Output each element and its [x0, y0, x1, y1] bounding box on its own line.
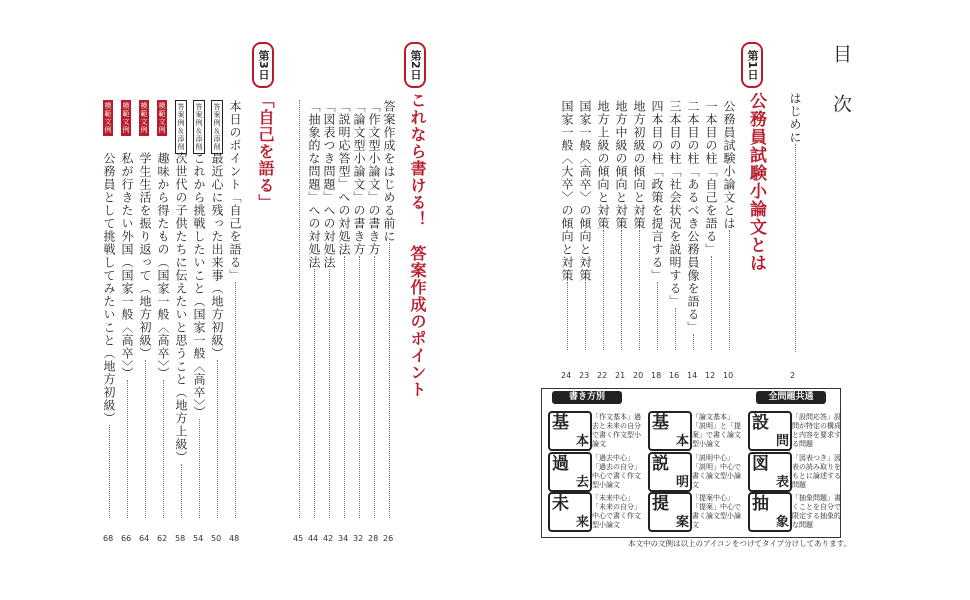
page-title: 目 次: [830, 44, 852, 119]
toc-entry-label: 国家一般〈高卒〉の傾向と対策: [578, 100, 592, 282]
toc-entry-label: これから挑戦したいこと（国家一般〈高卒〉）: [192, 152, 206, 419]
type-icon-description: 「図表つき」図表の読み取りをもとに論述する問題: [792, 454, 841, 489]
toc-entry-page: 68: [103, 534, 114, 543]
leader: [126, 380, 128, 518]
toc-entry-page: 12: [705, 371, 716, 380]
toc-entry-page: 64: [139, 534, 150, 543]
leader: [566, 282, 568, 350]
type-icon: [748, 411, 792, 451]
toc-entry-page: 14: [687, 371, 698, 380]
type-icon: [748, 452, 792, 492]
type-icon: [548, 452, 592, 492]
type-icon-char2: 明: [675, 475, 689, 490]
type-icon-description: 「未来中心」「未来の自分」中心で書く作文型小論文: [592, 494, 641, 529]
toc-entry-page: 62: [157, 534, 168, 543]
entry-tag: 模範文例: [158, 102, 166, 134]
toc-entry-page: 45: [293, 534, 304, 543]
toc-entry-label: 地方上級の傾向と対策: [596, 100, 610, 230]
toc-entry-page: 50: [211, 534, 222, 543]
toc-entry-label: 一本目の柱「自己を語る」: [704, 100, 718, 256]
leader: [728, 230, 730, 350]
type-icon-description: 「抽象問題」書くことを自分で限定する抽象的な問題: [792, 494, 841, 529]
day2-badge: 第2日: [404, 42, 426, 88]
intro-page: 2: [790, 371, 796, 380]
legend-group-common: 全問題共通: [756, 391, 826, 404]
toc-entry-page: 58: [175, 534, 186, 543]
entry-tag: 模範文例: [122, 102, 130, 134]
type-icon-char1: 基: [652, 413, 669, 433]
leader: [234, 282, 236, 518]
type-icon: [648, 492, 692, 532]
type-icon-char1: 設: [752, 413, 769, 433]
toc-entry-label: 二本目の柱「あるべき公務員像を語る」: [686, 100, 700, 334]
toc-entry[interactable]: [367, 100, 380, 530]
toc-entry[interactable]: [210, 152, 223, 530]
toc-entry-label: 国家一般〈大卒〉の傾向と対策: [560, 100, 574, 282]
type-icon-char1: 基: [552, 413, 569, 433]
toc-entry-label: 「図表つき問題」への対処法: [322, 100, 336, 269]
leader: [620, 230, 622, 350]
intro-entry: [788, 92, 801, 364]
leader: [144, 360, 146, 518]
chapter1-title: 公務員試験小論文とは: [746, 92, 766, 272]
leader: [216, 360, 218, 518]
leader: [373, 256, 375, 518]
toc-entry[interactable]: [138, 152, 151, 530]
day3-badge: 第3日: [252, 42, 274, 88]
toc-entry-page: 26: [383, 534, 394, 543]
toc-entry[interactable]: [228, 100, 241, 530]
type-icon-char2: 本: [675, 434, 689, 449]
type-icon-description: 「説明中心」「説明」中心で書く論文型小論文: [692, 454, 741, 489]
toc-entry[interactable]: [382, 100, 395, 530]
toc-entry[interactable]: [614, 100, 627, 362]
toc-entry-label: 「抽象的な問題」への対処法: [307, 100, 321, 269]
type-icon-char2: 象: [775, 515, 789, 530]
toc-entry[interactable]: [292, 100, 305, 530]
toc-entry-page: 44: [308, 534, 319, 543]
toc-entry-page: 24: [561, 371, 572, 380]
type-icon-description: 「過去中心」「過去の自分」中心で書く作文型小論文: [592, 454, 641, 489]
toc-entry[interactable]: [686, 100, 699, 362]
legend-footnote: 本文中の文例は以上のアイコンをつけてタイプ分けしてあります。: [628, 539, 852, 548]
toc-entry[interactable]: [322, 100, 335, 530]
intro-label: はじめに: [788, 92, 802, 144]
toc-entry-page: 10: [723, 371, 734, 380]
leader: [602, 230, 604, 350]
toc-entry-page: 32: [353, 534, 364, 543]
leader: [692, 334, 694, 350]
toc-entry[interactable]: [578, 100, 591, 362]
toc-entry[interactable]: [704, 100, 717, 362]
type-icon-char1: 提: [652, 494, 669, 514]
leader: [343, 256, 345, 518]
type-icon-char2: 案: [675, 515, 689, 530]
toc-entry-label: 地方中級の傾向と対策: [614, 100, 628, 230]
toc-entry-page: 20: [633, 371, 644, 380]
type-icon-char2: 去: [575, 475, 589, 490]
type-icon: [648, 411, 692, 451]
type-icon-char2: 本: [575, 434, 589, 449]
toc-entry-label: 次世代の子供たちに伝えたいと思うこと（地方上級）: [174, 152, 188, 464]
type-icon-char2: 問: [775, 434, 789, 449]
leader: [108, 425, 110, 518]
toc-entry-label: 三本目の柱「社会状況を説明する」: [668, 100, 682, 308]
legend-group-writing: 書き方別: [552, 391, 622, 404]
toc-entry-label: 「論文型小論文」の書き方: [352, 100, 366, 256]
type-icon-description: 「提案中心」「提案」中心で書く論文型小論文: [692, 494, 741, 529]
toc-entry[interactable]: [722, 100, 735, 362]
toc-entry[interactable]: [307, 100, 320, 530]
type-icon-char1: 未: [552, 494, 569, 514]
toc-entry-page: 54: [193, 534, 204, 543]
type-icon-description: 「論文基本」「説明」と「提案」で書く論文型小論文: [692, 413, 741, 448]
leader: [388, 243, 390, 518]
entry-tag: 答案例＆添削: [211, 100, 223, 154]
toc-entry-page: 28: [368, 534, 379, 543]
leader: [162, 380, 164, 518]
toc-entry-page: 34: [338, 534, 349, 543]
toc-entry[interactable]: [102, 152, 115, 530]
leader: [794, 144, 796, 352]
toc-entry-page: 16: [669, 371, 680, 380]
toc-entry-label: 公務員試験小論文とは: [722, 100, 736, 230]
entry-tag: 模範文例: [104, 102, 112, 134]
toc-entry-page: 21: [615, 371, 626, 380]
toc-entry-label: 地方初級の傾向と対策: [632, 100, 646, 230]
type-icon: [648, 452, 692, 492]
toc-entry-page: 42: [323, 534, 334, 543]
chapter3-title: 「自己を語る」: [256, 92, 275, 211]
entry-tag: 答案例＆添削: [193, 100, 205, 154]
type-icon: [548, 411, 592, 451]
type-icon-char1: 過: [552, 454, 569, 474]
leader: [313, 269, 315, 518]
toc-entry-page: 22: [597, 371, 608, 380]
leader: [674, 308, 676, 350]
toc-entry-label: 趣味から得たもの（国家一般〈高卒〉）: [156, 152, 170, 380]
toc-entry-label: 四本目の柱「政策を提言する」: [650, 100, 664, 282]
leader: [180, 464, 182, 518]
toc-entry-page: 48: [229, 534, 240, 543]
type-icon-description: 「設問応答」設問が特定の構成と内容を要求する問題: [792, 413, 841, 448]
toc-entry[interactable]: [560, 100, 573, 362]
type-icon-char1: 図: [752, 454, 769, 474]
leader: [656, 282, 658, 350]
toc-entry-label: 「説明応答型」への対処法: [337, 100, 351, 256]
toc-entry-label: 答案作成をはじめる前に: [382, 100, 396, 243]
type-icon: [748, 492, 792, 532]
toc-entry[interactable]: [120, 152, 133, 530]
toc-entry-page: 66: [121, 534, 132, 543]
day1-badge: 第1日: [741, 42, 763, 88]
toc-entry[interactable]: [352, 100, 365, 530]
entry-tag: 模範文例: [140, 102, 148, 134]
leader: [584, 282, 586, 350]
toc-entry[interactable]: [650, 100, 663, 362]
type-icon-char1: 抽: [752, 494, 769, 514]
toc-entry-page: 18: [651, 371, 662, 380]
toc-entry-page: 23: [579, 371, 590, 380]
toc-entry-label: 私が行きたい外国（国家一般〈高卒〉）: [120, 152, 134, 380]
toc-entry[interactable]: [337, 100, 350, 530]
leader: [710, 256, 712, 350]
type-icon-description: 「作文基本」過去と未来の自分で書く作文型小論文: [592, 413, 641, 448]
leader: [328, 269, 330, 518]
toc-entry-label: 「作文型小論文」の書き方: [367, 100, 381, 256]
toc-entry-label: 最近心に残った出来事（地方初級）: [210, 152, 224, 360]
leader: [638, 230, 640, 350]
toc-entry-label: 公務員として挑戦してみたいこと（地方初級）: [102, 152, 116, 425]
type-icon-char2: 表: [775, 475, 789, 490]
chapter2-title: これなら書ける！ 答案作成のポイント: [408, 92, 427, 398]
type-icon-char2: 来: [575, 515, 589, 530]
type-icon-char1: 説: [652, 454, 669, 474]
leader: [198, 419, 200, 518]
toc-entry[interactable]: [596, 100, 609, 362]
toc-entry[interactable]: [156, 152, 169, 530]
icon-legend: [541, 388, 841, 538]
toc-entry[interactable]: [174, 152, 187, 530]
toc-entry-label: 本日のポイント「自己を語る」: [228, 100, 242, 282]
toc-entry[interactable]: [632, 100, 645, 362]
toc-entry[interactable]: [668, 100, 681, 362]
leader: [358, 256, 360, 518]
type-icon: [548, 492, 592, 532]
entry-tag: 答案例＆添削: [175, 100, 187, 154]
leader: [298, 100, 300, 518]
toc-entry-label: 学生生活を振り返って（地方初級）: [138, 152, 152, 360]
toc-entry[interactable]: [192, 152, 205, 530]
